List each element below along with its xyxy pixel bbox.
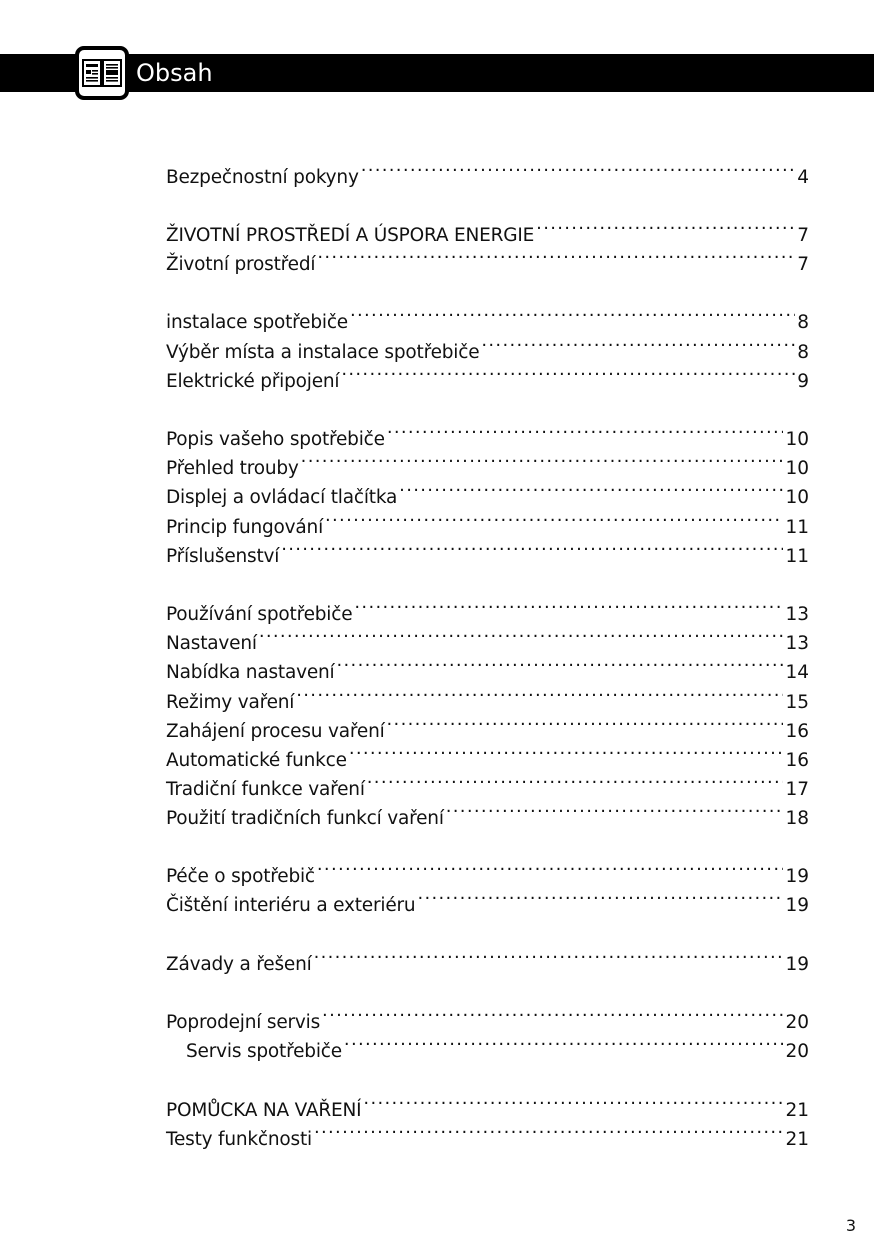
toc-leader-dots <box>417 882 783 911</box>
toc-entry-title: instalace spotřebiče <box>166 312 348 333</box>
toc-leader-dots <box>301 445 784 474</box>
toc-entry-page: 15 <box>785 692 809 713</box>
toc-entry-page: 20 <box>785 1012 809 1033</box>
toc-entry-page: 11 <box>785 517 809 538</box>
toc-entry[interactable] <box>166 241 809 275</box>
toc-entry-title: Bezpečnostní pokyny <box>166 167 359 188</box>
toc-leader-dots <box>296 679 783 708</box>
toc-entry-page: 19 <box>785 954 809 975</box>
toc-entry-page: 9 <box>797 371 809 392</box>
toc-entry-page: 17 <box>785 779 809 800</box>
toc-leader-dots <box>350 299 795 328</box>
toc-entry-title: Použití tradičních funkcí vaření <box>166 808 444 829</box>
toc-leader-dots <box>349 737 784 766</box>
toc-entry-page: 7 <box>797 254 809 275</box>
toc-entry-page: 16 <box>785 721 809 742</box>
toc-leader-dots <box>387 708 784 737</box>
toc-entry[interactable] <box>166 853 809 887</box>
toc-leader-dots <box>317 853 784 882</box>
toc-entry[interactable] <box>166 533 809 567</box>
toc-entry-title: Nastavení <box>166 633 257 654</box>
toc-leader-dots <box>387 416 784 445</box>
toc-leader-dots <box>367 766 784 795</box>
toc-leader-dots <box>281 533 783 562</box>
toc-entry-title: Příslušenství <box>166 546 280 567</box>
toc-entry[interactable] <box>166 445 809 479</box>
toc-entry-page: 20 <box>785 1041 809 1062</box>
toc-entry-title: Elektrické připojení <box>166 371 340 392</box>
toc-entry-title: Displej a ovládací tlačítka <box>166 487 398 508</box>
toc-entry[interactable] <box>166 474 809 508</box>
toc-leader-dots <box>446 795 784 824</box>
toc-entry-title: Testy funkčnosti <box>166 1129 312 1150</box>
toc-entry-title: Výběr místa a instalace spotřebiče <box>166 342 480 363</box>
toc-leader-dots <box>314 941 784 970</box>
toc-entry[interactable] <box>166 999 809 1033</box>
book-icon-graphic <box>82 59 122 87</box>
toc-entry-title: Životní prostředí <box>166 254 316 275</box>
toc-entry-title: Přehled trouby <box>166 458 299 479</box>
toc-entry[interactable] <box>166 679 809 713</box>
toc-entry-page: 13 <box>785 604 809 625</box>
toc-entry[interactable] <box>166 1087 809 1121</box>
toc-entry-page: 10 <box>785 429 809 450</box>
toc-entry-title: Nabídka nastavení <box>166 662 335 683</box>
toc-leader-dots <box>259 620 784 649</box>
toc-leader-dots <box>325 504 783 533</box>
toc-entry[interactable] <box>166 416 809 450</box>
toc-leader-dots <box>363 1087 783 1116</box>
toc-entry[interactable] <box>166 620 809 654</box>
toc-entry-title: POMŮCKA NA VAŘENÍ <box>166 1100 362 1121</box>
toc-entry-title: Automatické funkce <box>166 750 347 771</box>
toc-entry-page: 21 <box>785 1129 809 1150</box>
toc-entry-title: Princip fungování <box>166 517 324 538</box>
toc-entry-title: Popis vašeho spotřebiče <box>166 429 385 450</box>
toc-entry-title: Tradiční funkce vaření <box>166 779 365 800</box>
toc-entry[interactable] <box>166 504 809 538</box>
toc-leader-dots <box>361 154 796 183</box>
toc-entry-page: 19 <box>785 866 809 887</box>
toc-entry-title: Režimy vaření <box>166 692 295 713</box>
toc-entry[interactable] <box>166 737 809 771</box>
toc-entry-title: Závady a řešení <box>166 954 312 975</box>
header-bar <box>0 54 874 92</box>
toc-entry-sub[interactable] <box>186 1028 809 1062</box>
toc-leader-dots <box>344 1028 784 1057</box>
toc-entry-page: 14 <box>785 662 809 683</box>
page-title: Obsah <box>136 59 213 87</box>
toc-entry[interactable] <box>166 766 809 800</box>
toc-entry[interactable] <box>166 358 809 392</box>
toc-entry-title: Poprodejní servis <box>166 1012 321 1033</box>
toc-entry[interactable] <box>166 329 809 363</box>
toc-leader-dots <box>481 329 795 358</box>
toc-entry-title: Péče o spotřebič <box>166 866 315 887</box>
toc-entry-title: Používání spotřebiče <box>166 604 353 625</box>
toc-entry-page: 21 <box>785 1100 809 1121</box>
toc-entry[interactable] <box>166 154 809 188</box>
toc-entry-page: 18 <box>785 808 809 829</box>
toc-entry[interactable] <box>166 591 809 625</box>
toc-entry[interactable] <box>166 882 809 916</box>
toc-entry-title: ŽIVOTNÍ PROSTŘEDÍ A ÚSPORA ENERGIE <box>166 225 535 246</box>
toc-entry-title: Čištění interiéru a exteriéru <box>166 895 416 916</box>
toc-entry-title: Servis spotřebiče <box>186 1041 342 1062</box>
toc-entry[interactable] <box>166 795 809 829</box>
toc-entry-page: 4 <box>797 167 809 188</box>
toc-entry-page: 8 <box>797 342 809 363</box>
toc-entry[interactable] <box>166 299 809 333</box>
toc-entry-page: 10 <box>785 487 809 508</box>
toc-entry-title: Zahájení procesu vaření <box>166 721 385 742</box>
toc-leader-dots <box>314 1116 783 1145</box>
toc-entry-page: 7 <box>797 225 809 246</box>
page-number: 3 <box>845 1216 856 1235</box>
toc-entry[interactable] <box>166 649 809 683</box>
toc-leader-dots <box>322 999 783 1028</box>
toc-entry[interactable] <box>166 212 809 246</box>
toc-entry-page: 13 <box>785 633 809 654</box>
book-icon <box>75 46 129 100</box>
toc-entry-page: 11 <box>785 546 809 567</box>
toc-leader-dots <box>536 212 795 241</box>
toc-entry-page: 16 <box>785 750 809 771</box>
toc-entry[interactable] <box>166 1116 809 1150</box>
toc-leader-dots <box>341 358 795 387</box>
toc-leader-dots <box>399 474 783 503</box>
toc-entry[interactable] <box>166 941 809 975</box>
toc-leader-dots <box>317 241 795 270</box>
toc-entry[interactable] <box>166 708 809 742</box>
toc-leader-dots <box>337 649 784 678</box>
toc-entry-page: 8 <box>797 312 809 333</box>
toc-leader-dots <box>354 591 783 620</box>
toc-entry-page: 19 <box>785 895 809 916</box>
toc-entry-page: 10 <box>785 458 809 479</box>
